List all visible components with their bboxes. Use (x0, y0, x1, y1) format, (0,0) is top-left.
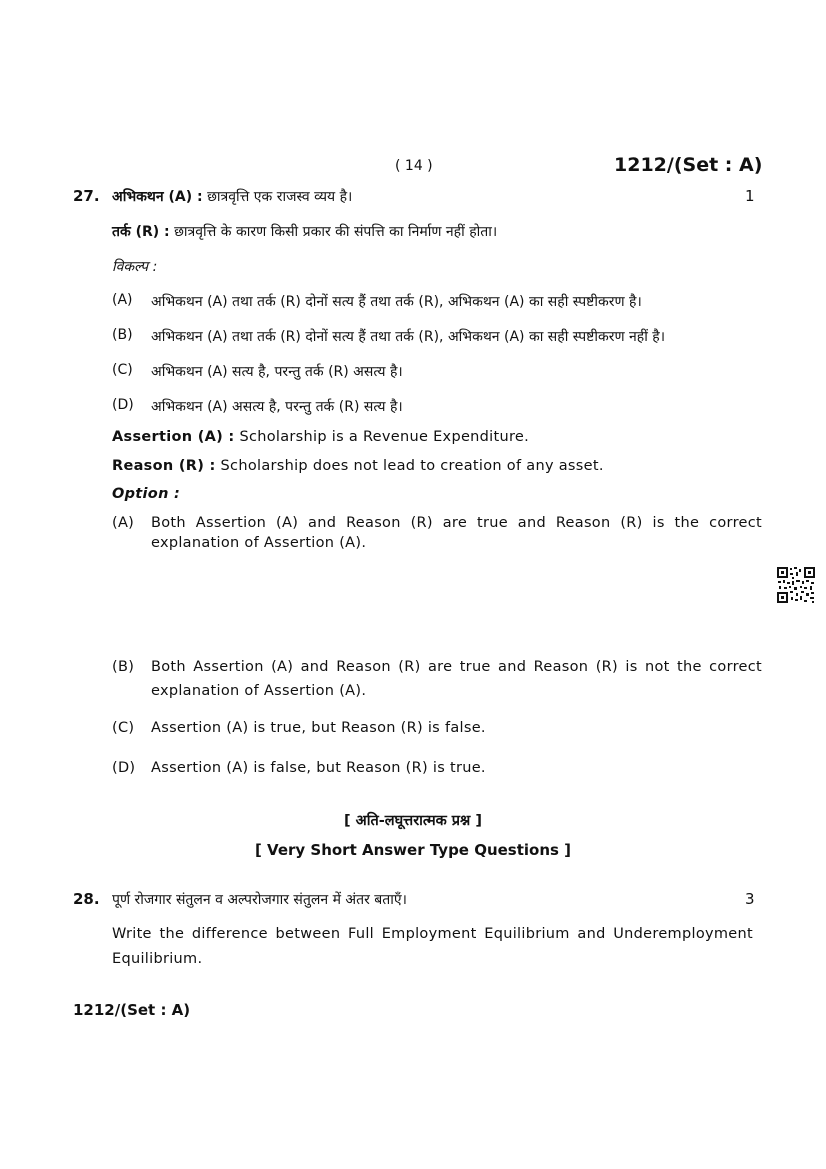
q28-english-text: Write the difference between Full Employment Equilibrium and Underemployment Equilibrium. (112, 926, 753, 967)
option-letter: (A) (112, 292, 133, 308)
question-27-number: 27. (73, 187, 100, 205)
option-text: Both Assertion (A) and Reason (R) are true and Reason (R) is not the correct explanation of Assertion (A). (151, 659, 762, 699)
q27-english-reason-label: Reason (R) : (112, 458, 216, 474)
q27-english-assertion (112, 429, 529, 445)
q27-english-option-c (112, 720, 762, 742)
option-letter: (D) (112, 760, 136, 776)
q27-english-option-a (112, 513, 762, 557)
q27-hindi-option-a (112, 292, 762, 314)
option-letter: (D) (112, 397, 134, 413)
option-text: अभिकथन (A) तथा तर्क (R) दोनों सत्य हैं तथा तर्क (R), अभिकथन (A) का सही स्पष्टीकरण है। (151, 294, 642, 310)
q27-hindi-reason (112, 222, 497, 241)
q27-english-reason-text: Scholarship does not lead to creation of any asset. (220, 458, 604, 474)
option-text: Assertion (A) is true, but Reason (R) is false. (151, 720, 486, 736)
set-code-footer: 1212/(Set : A) (73, 1001, 191, 1019)
section-heading-hindi: [ अति-लघूत्तरात्मक प्रश्न ] (343, 813, 482, 829)
option-letter: (B) (112, 659, 135, 675)
q27-hindi-option-d (112, 397, 762, 419)
option-letter: (A) (112, 515, 135, 531)
q27-english-options-label: Option : (112, 486, 181, 502)
q27-hindi-assertion-label: अभिकथन (A) : (112, 189, 203, 205)
option-letter: (C) (112, 362, 133, 378)
q27-hindi-options-label: विकल्प : (112, 259, 158, 275)
q27-hindi-reason-label: तर्क (R) : (112, 224, 170, 240)
question-28-number: 28. (73, 890, 100, 908)
q27-hindi-option-b (112, 327, 762, 349)
q28-hindi-text: पूर्ण रोजगार संतुलन व अल्परोजगार संतुलन में अंतर बताएँ। (112, 892, 407, 908)
q27-english-option-b (112, 655, 762, 699)
section-heading-english: [ Very Short Answer Type Questions ] (254, 841, 572, 859)
option-text: Both Assertion (A) and Reason (R) are true and Reason (R) is the correct explanation of Assertion (A). (151, 515, 762, 551)
q27-hindi-assertion (112, 187, 352, 206)
q27-english-assertion-label: Assertion (A) : (112, 429, 235, 445)
option-letter: (B) (112, 327, 133, 343)
option-text: अभिकथन (A) तथा तर्क (R) दोनों सत्य हैं तथा तर्क (R), अभिकथन (A) का सही स्पष्टीकरण नहीं है। (151, 329, 666, 345)
option-text: Assertion (A) is false, but Reason (R) is true. (151, 760, 486, 776)
option-letter: (C) (112, 720, 135, 736)
q27-english-reason (112, 458, 604, 474)
page-number: ( 14 ) (395, 158, 433, 174)
qr-code-icon (776, 566, 816, 604)
q27-english-option-d (112, 760, 762, 782)
question-27-marks: 1 (745, 187, 755, 205)
q27-english-assertion-text: Scholarship is a Revenue Expenditure. (239, 429, 530, 445)
question-28-marks: 3 (745, 890, 755, 908)
q27-hindi-option-c (112, 362, 762, 384)
set-code-header: 1212/(Set : A) (614, 154, 763, 176)
q27-hindi-assertion-text: छात्रवृत्ति एक राजस्व व्यय है। (207, 189, 353, 205)
q27-hindi-reason-text: छात्रवृत्ति के कारण किसी प्रकार की संपत्ति का निर्माण नहीं होता। (174, 224, 498, 240)
option-text: अभिकथन (A) असत्य है, परन्तु तर्क (R) सत्य है। (151, 399, 403, 415)
option-text: अभिकथन (A) सत्य है, परन्तु तर्क (R) असत्य है। (151, 364, 403, 380)
